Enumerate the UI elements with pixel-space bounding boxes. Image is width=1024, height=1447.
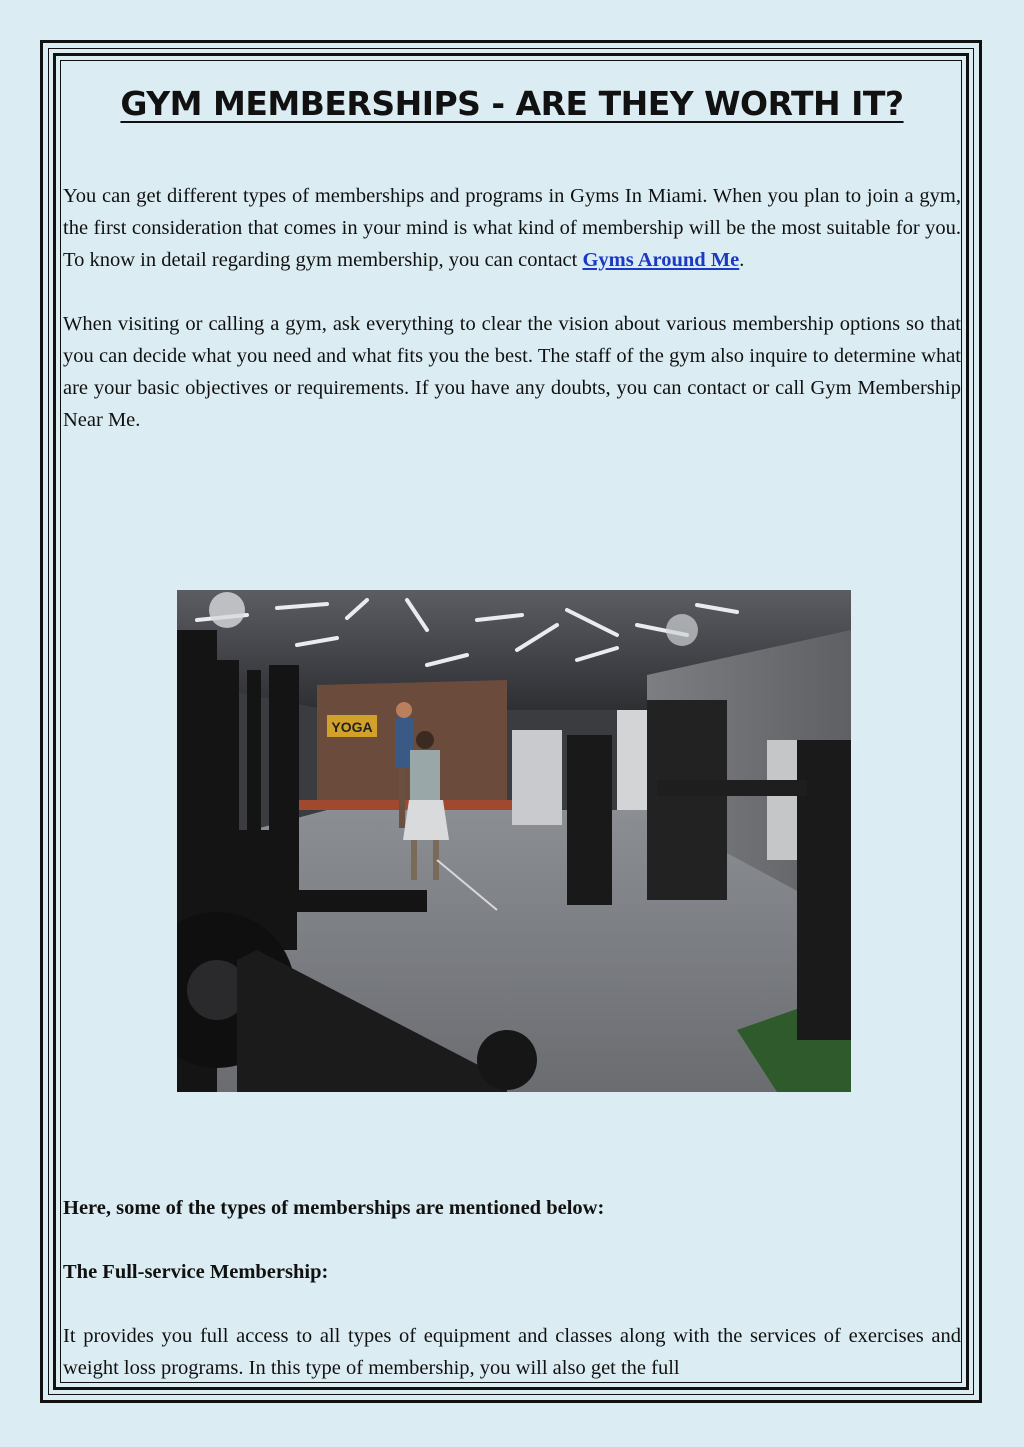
gym-photo [177, 590, 851, 1092]
intro-text-end: . [739, 249, 745, 271]
gyms-around-me-link[interactable]: Gyms Around Me [582, 249, 740, 271]
full-service-section [63, 1256, 961, 1288]
page-title: GYM MEMBERSHIPS - ARE THEY WORTH IT? [120, 84, 904, 123]
types-heading: Here, some of the types of memberships are mentioned below: [63, 1197, 605, 1219]
intro-paragraph [63, 180, 961, 276]
full-service-body [63, 1320, 961, 1384]
visiting-paragraph: When visiting or calling a gym, ask everything to clear the vision about various membership options so that you can decide what you need and what fits you the best. The staff of the gym also inquire to determine what are your basic objectives or requirements. If you have any doubts, you can contact or call Gym Membership Near Me. [63, 313, 961, 431]
article-body [63, 66, 961, 436]
types-section [63, 1192, 961, 1224]
intro-text: You can get different types of memberships and programs in Gyms In Miami. When you plan to join a gym, the first consideration that comes in your mind is what kind of membership will be the most suitable for you. To know in detail regarding gym membership, you can contact [63, 185, 961, 271]
yoga-sign-text: YOGA [331, 719, 373, 735]
gym-interior-image [177, 590, 851, 1092]
full-service-paragraph: It provides you full access to all types of equipment and classes along with the services of exercises and weight loss programs. In this type of membership, you will also get the full [63, 1325, 961, 1379]
full-service-heading: The Full-service Membership: [63, 1261, 329, 1283]
